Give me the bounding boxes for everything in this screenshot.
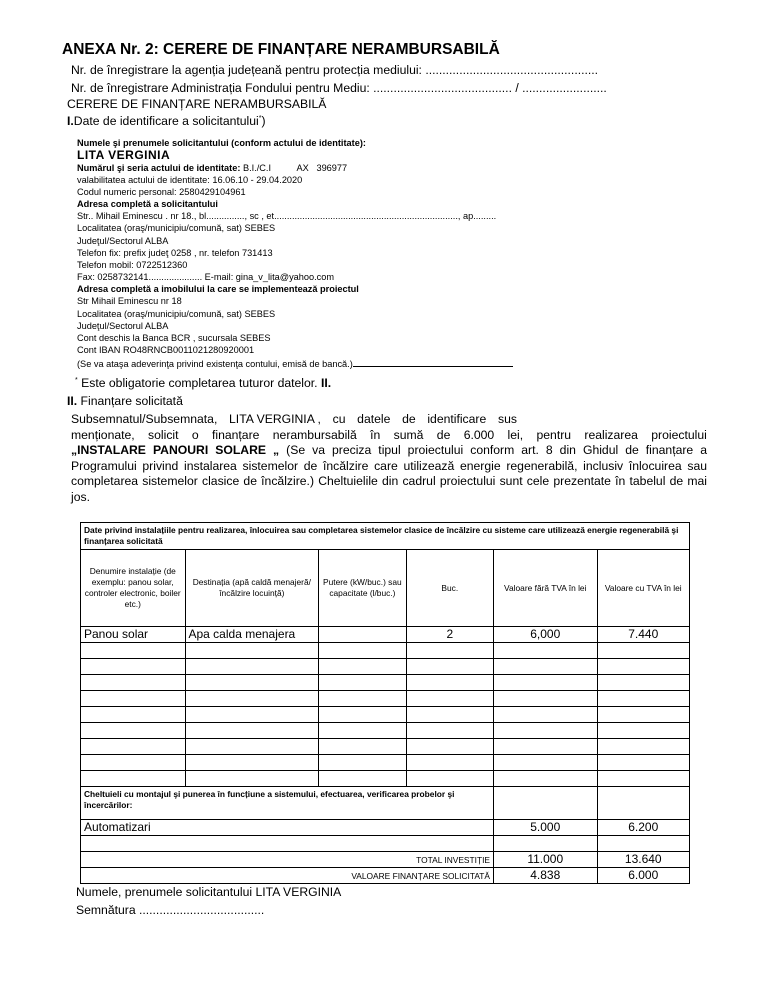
empty-cell: [597, 707, 690, 723]
paragraph-word: pentru: [536, 427, 572, 442]
table-row: [81, 627, 690, 643]
paragraph-word: sus: [497, 412, 517, 426]
value-vat-cell: 7.440: [597, 627, 690, 643]
paragraph-line-1: [71, 412, 517, 428]
section2-number: II.: [67, 394, 78, 408]
empty-cell: [319, 659, 406, 675]
power-cell: [319, 627, 406, 643]
applicant-name-label: Numele şi prenumele solicitantului (conform actului de identitate):: [77, 138, 366, 148]
quantity-cell: 2: [406, 627, 493, 643]
empty-cell: [406, 691, 493, 707]
fax-email-line: Fax: 0258732141..................... E-mail: gina_v_lita@yahoo.com: [77, 272, 335, 282]
mandatory-text: Este obligatorie completarea tuturor datelor.: [77, 376, 321, 390]
project-name: „INSTALARE PANOURI SOLARE „: [71, 443, 280, 458]
empty-cell: [597, 675, 690, 691]
paragraph-word: menționate,: [71, 427, 135, 442]
empty-cell: [185, 771, 319, 787]
section1-heading: [67, 114, 266, 128]
property-street-line: Str Mihail Eminescu nr 18: [77, 296, 182, 306]
empty-cell: [319, 739, 406, 755]
column-header: Putere (kW/buc.) sau capacitate (l/buc.): [319, 550, 406, 627]
column-header: Destinația (apă caldă menajeră/ încălzire locuință): [185, 550, 319, 627]
paragraph-word: identificare: [427, 412, 487, 426]
mandatory-next-section: II.: [320, 376, 332, 390]
empty-cell: [406, 675, 493, 691]
empty-cell: [494, 707, 598, 723]
financing-requested-label: VALOARE FINANȚARE SOLICITATĂ: [81, 868, 494, 884]
empty-cell: [406, 707, 493, 723]
empty-cell: [81, 675, 186, 691]
blank-summary-cell: [494, 836, 598, 852]
total-no-vat-cell: 11.000: [494, 852, 598, 868]
empty-cell: [319, 755, 406, 771]
destination-cell: Apa calda menajera: [185, 627, 319, 643]
registration-line-agency: Nr. de înregistrare la agenția județeană pentru protecția mediului: ...................................................: [71, 63, 599, 77]
empty-cell: [406, 755, 493, 771]
table-row-summary: [81, 820, 690, 836]
paragraph-word: Subsemnatul/Subsemnata,: [71, 412, 218, 426]
paragraph-word: solicit: [148, 427, 179, 442]
paragraph-rest-text: (Se va preciza tipul proiectului conform art. 8 din Ghidul de finanțare a Programului privind instalarea sistemelor de încălzire care utilizează energie regenerabilă, inclusiv înlocuirea sau completarea sistemelor clasice de încălzire.) Cheltuielile din cadrul proiectului sunt cele prezentate în tabelul de mai jos.: [71, 443, 707, 504]
installation-vat-cell: [597, 787, 690, 820]
empty-cell: [597, 723, 690, 739]
paragraph-word: cu: [332, 412, 346, 426]
empty-cell: [319, 643, 406, 659]
bank-note: (Se va ataşa adeverinţa privind existenţa contului, emisă de bancă.): [77, 359, 353, 369]
empty-cell: [319, 707, 406, 723]
empty-cell: [597, 771, 690, 787]
property-address-label: Adresa completă a imobilului la care se implementează proiectul: [77, 284, 359, 294]
empty-cell: [597, 755, 690, 771]
section1-title: Date de identificare a solicitantului: [73, 114, 259, 128]
empty-cell: [81, 755, 186, 771]
property-county-line: Judeţul/Sectorul ALBA: [77, 321, 169, 331]
financing-vat-cell: 6.000: [597, 868, 690, 884]
empty-cell: [185, 643, 319, 659]
empty-cell: [494, 659, 598, 675]
empty-cell: [406, 723, 493, 739]
empty-cell: [81, 659, 186, 675]
paragraph-word: sumă: [393, 427, 424, 442]
id-validity-line: valabilitatea actului de identitate: 16.06.10 - 29.04.2020: [77, 175, 303, 185]
empty-cell: [597, 643, 690, 659]
empty-cell: [494, 771, 598, 787]
column-header: Valoare cu TVA în lei: [597, 550, 690, 627]
empty-cell: [185, 739, 319, 755]
paragraph-word: în: [370, 427, 381, 442]
empty-cell: [494, 723, 598, 739]
empty-cell: [81, 739, 186, 755]
blank-summary-cell: [597, 836, 690, 852]
section2-heading: [67, 394, 183, 408]
empty-cell: [406, 643, 493, 659]
applicant-address-label: Adresa completă a solicitantului: [77, 199, 218, 209]
empty-cell: [494, 675, 598, 691]
cnp-line: Codul numeric personal: 2580429104961: [77, 187, 246, 197]
paragraph-word: realizarea: [584, 427, 638, 442]
table-row-summary: [81, 852, 690, 868]
empty-cell: [81, 707, 186, 723]
financing-no-vat-cell: 4.838: [494, 868, 598, 884]
bank-line: Cont deschis la Banca BCR , sucursala SEBES: [77, 333, 271, 343]
applicant-street-line: Str.. Mihail Eminescu . nr 18., bl..............., sc , et........................................................................, ap.........: [77, 211, 497, 221]
column-header: Valoare fără TVA în lei: [494, 550, 598, 627]
empty-cell: [406, 771, 493, 787]
section1-close: ): [261, 114, 266, 128]
paragraph-rest: [71, 443, 707, 505]
automation-label: Automatizari: [81, 820, 494, 836]
installation-costs-label: Cheltuieli cu montajul şi punerea în funcțiune a sistemului, efectuarea, verificarea probelor şi încercărilor:: [81, 787, 494, 820]
table-row-empty: [81, 659, 690, 675]
empty-cell: [319, 723, 406, 739]
section1-number: I.: [67, 114, 74, 128]
table-row-empty: [81, 691, 690, 707]
table-row-summary: [81, 836, 690, 852]
value-no-vat-cell: 6,000: [494, 627, 598, 643]
applicant-locality-line: Localitatea (oraş/municipiu/comună, sat) SEBES: [77, 223, 276, 233]
table-row-summary: [81, 868, 690, 884]
section2-title: Finanțare solicitată: [77, 394, 183, 408]
empty-cell: [406, 659, 493, 675]
paragraph-word: datele: [357, 412, 391, 426]
empty-cell: [319, 691, 406, 707]
paragraph-word: finanțare: [211, 427, 260, 442]
empty-cell: [185, 691, 319, 707]
empty-cell: [185, 723, 319, 739]
empty-cell: [319, 771, 406, 787]
bank-note-line: [77, 357, 513, 369]
page-title: ANEXA Nr. 2: CERERE DE FINANȚARE NERAMBURSABILĂ: [62, 41, 500, 58]
installation-no-vat-cell: [494, 787, 598, 820]
automation-vat-cell: 6.200: [597, 820, 690, 836]
paragraph-word: o: [191, 427, 199, 442]
paragraph-word: 6.000: [463, 427, 495, 442]
signature-line: Semnătura .....................................: [76, 903, 265, 917]
table-row-empty: [81, 739, 690, 755]
empty-cell: [185, 755, 319, 771]
empty-cell: [185, 675, 319, 691]
empty-cell: [81, 643, 186, 659]
table-row-empty: [81, 675, 690, 691]
blank-summary-cell: [81, 836, 494, 852]
installation-name-cell: Panou solar: [81, 627, 186, 643]
paragraph-word: proiectului: [651, 427, 707, 442]
registration-line-fund: Nr. de înregistrare Administrația Fondului pentru Mediu: ......................................... / .........................: [71, 81, 607, 95]
mobile-line: Telefon mobil: 0722512360: [77, 260, 188, 270]
paragraph-word: de: [402, 412, 416, 426]
empty-cell: [494, 739, 598, 755]
empty-cell: [597, 739, 690, 755]
empty-cell: [494, 755, 598, 771]
empty-cell: [406, 739, 493, 755]
table-row-summary: [81, 787, 690, 820]
empty-cell: [185, 659, 319, 675]
empty-cell: [81, 771, 186, 787]
paragraph-word: LITA VERGINIA ,: [229, 412, 321, 426]
table-header-text: Date privind instalațiile pentru realizarea, înlocuirea sau completarea sistemelor clasice de încălzire cu sisteme care utilizează energie regenerabilă şi finanțarea solicitată: [81, 523, 690, 550]
applicant-county-line: Judeţul/Sectorul ALBA: [77, 236, 169, 246]
empty-cell: [494, 691, 598, 707]
table-row-empty: [81, 723, 690, 739]
column-header: Buc.: [406, 550, 493, 627]
section1-asterisk: *: [258, 114, 262, 122]
financing-request-paragraph: [71, 412, 707, 506]
paragraph-line-2: [71, 428, 707, 444]
table-row-empty: [81, 707, 690, 723]
mandatory-note: [75, 376, 331, 390]
document-subtitle: CERERE DE FINANȚARE NERAMBURSABILĂ: [67, 97, 327, 111]
iban-line: Cont IBAN RO48RNCB0011021280920001: [77, 345, 255, 355]
phone-line: Telefon fix: prefix judeţ 0258 , nr. telefon 731413: [77, 248, 273, 258]
empty-cell: [81, 691, 186, 707]
paragraph-word: de: [436, 427, 451, 442]
empty-cell: [185, 707, 319, 723]
mandatory-asterisk: *: [75, 376, 78, 384]
empty-cell: [319, 675, 406, 691]
empty-cell: [597, 691, 690, 707]
id-document-line: Numărul şi seria actului de identitate: B.I./C.I AX 396977: [77, 163, 348, 173]
property-locality-line: Localitatea (oraş/municipiu/comună, sat) SEBES: [77, 309, 276, 319]
paragraph-word: nerambursabilă: [272, 427, 357, 442]
table-row-empty: [81, 643, 690, 659]
financing-table: [80, 522, 690, 884]
empty-cell: [494, 643, 598, 659]
table-row-empty: [81, 771, 690, 787]
table-row-empty: [81, 755, 690, 771]
empty-cell: [597, 659, 690, 675]
applicant-name-value: LITA VERGINIA: [77, 148, 171, 162]
paragraph-word: lei,: [507, 427, 524, 442]
applicant-name-footer: Numele, prenumele solicitantului LITA VERGINIA: [76, 885, 342, 899]
automation-no-vat-cell: 5.000: [494, 820, 598, 836]
total-investment-label: TOTAL INVESTIȚIE: [81, 852, 494, 868]
bank-note-underline: [353, 357, 513, 367]
total-vat-cell: 13.640: [597, 852, 690, 868]
empty-cell: [81, 723, 186, 739]
column-header: Denumire instalație (de exemplu: panou solar, controler electronic, boiler etc.): [81, 550, 186, 627]
